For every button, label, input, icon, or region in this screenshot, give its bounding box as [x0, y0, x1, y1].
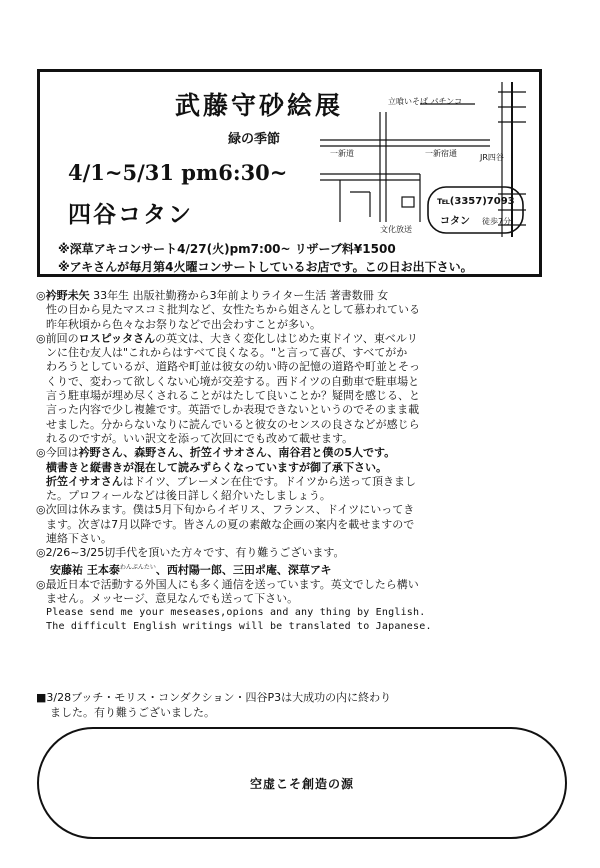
text-line: 33年生 出版社勤務から3年前よりライター生活 著書数冊 女 — [89, 289, 389, 302]
footnote-line: ■3/28ブッチ・モリス・コンダクション・四谷P3は大成功の内に終わり — [36, 691, 392, 704]
footnote-line: ました。有り難うございました。 — [50, 706, 215, 719]
ad-store-note: ※アキさんが毎月第4火曜コンサートしているお店です。この日お出下さい。 — [58, 260, 473, 274]
text-span: はドイツ、ブレーメン在住です。ドイツから送って頂きまし — [122, 474, 417, 488]
paragraph-thanks — [36, 546, 568, 577]
venue-map — [290, 82, 538, 237]
english-line: Please send me your meseases,opions and any thing by English. — [46, 607, 426, 619]
author-name: 折笠イサオさん — [46, 474, 123, 488]
paragraph-contributors — [36, 446, 568, 503]
exhibition-ad-box — [37, 69, 542, 277]
text-line: 連絡下さい。 — [46, 532, 112, 546]
ruby-reading: わんぷんたい — [119, 563, 156, 571]
footnote — [36, 690, 568, 720]
map-label-bunka: 文化放送 — [380, 225, 412, 234]
ad-concert-note: ※深草アキコンサート4/27(火)pm7:00~ リザーブ料¥1500 — [58, 242, 396, 256]
map-label-shinmichi: 一新道 — [330, 149, 354, 158]
contributors-list: 衿野さん、森野さん、折笠イサオさん、南谷君と僕の5人です。 — [78, 446, 396, 460]
map-label-shinjuku-dori: 一新宿通 — [425, 149, 457, 158]
map-venue-walk: 徒歩7分 — [482, 217, 512, 226]
text-line: ます。次ぎは7月以降です。皆さんの夏の素敵な企画の案内を載せますので — [46, 517, 415, 531]
text-span: ◎今回は — [36, 446, 79, 460]
text-line: ンに住む友人は"これからはすべて良くなる。"と言って喜び、すべてがか — [46, 346, 408, 360]
ad-subtitle: 緑の季節 — [228, 132, 281, 147]
text-line: 性の目から見たマスコミ批判など、女性たちから姐さんとして慕われている — [46, 303, 420, 317]
ad-dates: 4/1~5/31 pm6:30~ — [68, 160, 288, 185]
map-label-station: JR四谷 — [480, 153, 504, 162]
text-line: せました。分からないなりに読んでいると彼女のセンスの良さなどが感じら — [46, 417, 420, 431]
text-line: 横書きと縦書きが混在して読みずらくなっていますが御了承下さい。 — [46, 460, 387, 474]
ad-venue: 四谷コタン — [68, 202, 193, 228]
text-line: 言う駐車場が埋め尽くされることがはたして良いことか？疑問を感じる、と — [46, 389, 420, 403]
text-line: わろうとしているが、道路や町並は彼女の幼い時の記憶の道路や町並とそっ — [46, 360, 420, 374]
text-span: の英文は、大きく変化しはじめた東ドイツ、東ベルリ — [155, 331, 418, 345]
paragraph-foreigners — [36, 578, 568, 635]
text-line: 昨年秋頃から色々なお祭りなどで出会わすことが多い。 — [46, 317, 321, 331]
text-line: ◎2/26~3/25切手代を頂いた方々です、有り難うございます。 — [36, 546, 345, 560]
donor-name: 王本泰 — [83, 563, 120, 577]
text-line: くりで、変わって欲しくない心境が交差する。西ドイツの自動車で駐車場と — [46, 374, 420, 388]
paragraph-profile — [36, 289, 568, 332]
map-label-top: 立喰いそば パチンコ — [388, 97, 463, 106]
text-line: ◎最近日本で活動する外国人にも多く通信を送っています。英文でしたら構い — [36, 577, 419, 591]
profile-name: ◎衿野未矢 — [36, 289, 90, 302]
text-line: た。プロフィールなどは後日詳しく紹介いたしましょう。 — [46, 489, 331, 503]
text-line: 言った内容で少し複雑です。英語でしか表現できないというのでそのまま載 — [46, 403, 420, 417]
paragraph-rospitta — [36, 332, 568, 446]
author-name: ロスピッタさん — [78, 331, 156, 345]
text-line: ません。メッセージ、意見なんでも送って下さい。 — [46, 591, 299, 605]
donor-names: 、西村陽一郎、三田ポ庵、深草アキ — [155, 563, 332, 577]
motto-oval — [37, 727, 567, 839]
text-line: ◎次回は休みます。僕は5月下旬からイギリス、フランス、ドイツにいってき — [36, 503, 415, 517]
ad-title: 武藤守砂絵展 — [175, 91, 344, 120]
paragraph-next-issue — [36, 503, 568, 546]
text-line: れるのですが。いい訳文を添って次回にでも改めて載せます。 — [46, 431, 354, 445]
map-venue-name: コタン — [440, 216, 470, 227]
motto-text: 空虚こそ創造の源 — [249, 776, 354, 791]
newsletter-body — [36, 289, 568, 635]
english-line: The difficult English writings will be translated to Japanese. — [46, 621, 432, 633]
donor-name: 安藤祐 — [50, 563, 83, 577]
text-span: ◎前回の — [36, 331, 79, 345]
map-venue-tel: ℡(3357)7093 — [437, 196, 515, 207]
